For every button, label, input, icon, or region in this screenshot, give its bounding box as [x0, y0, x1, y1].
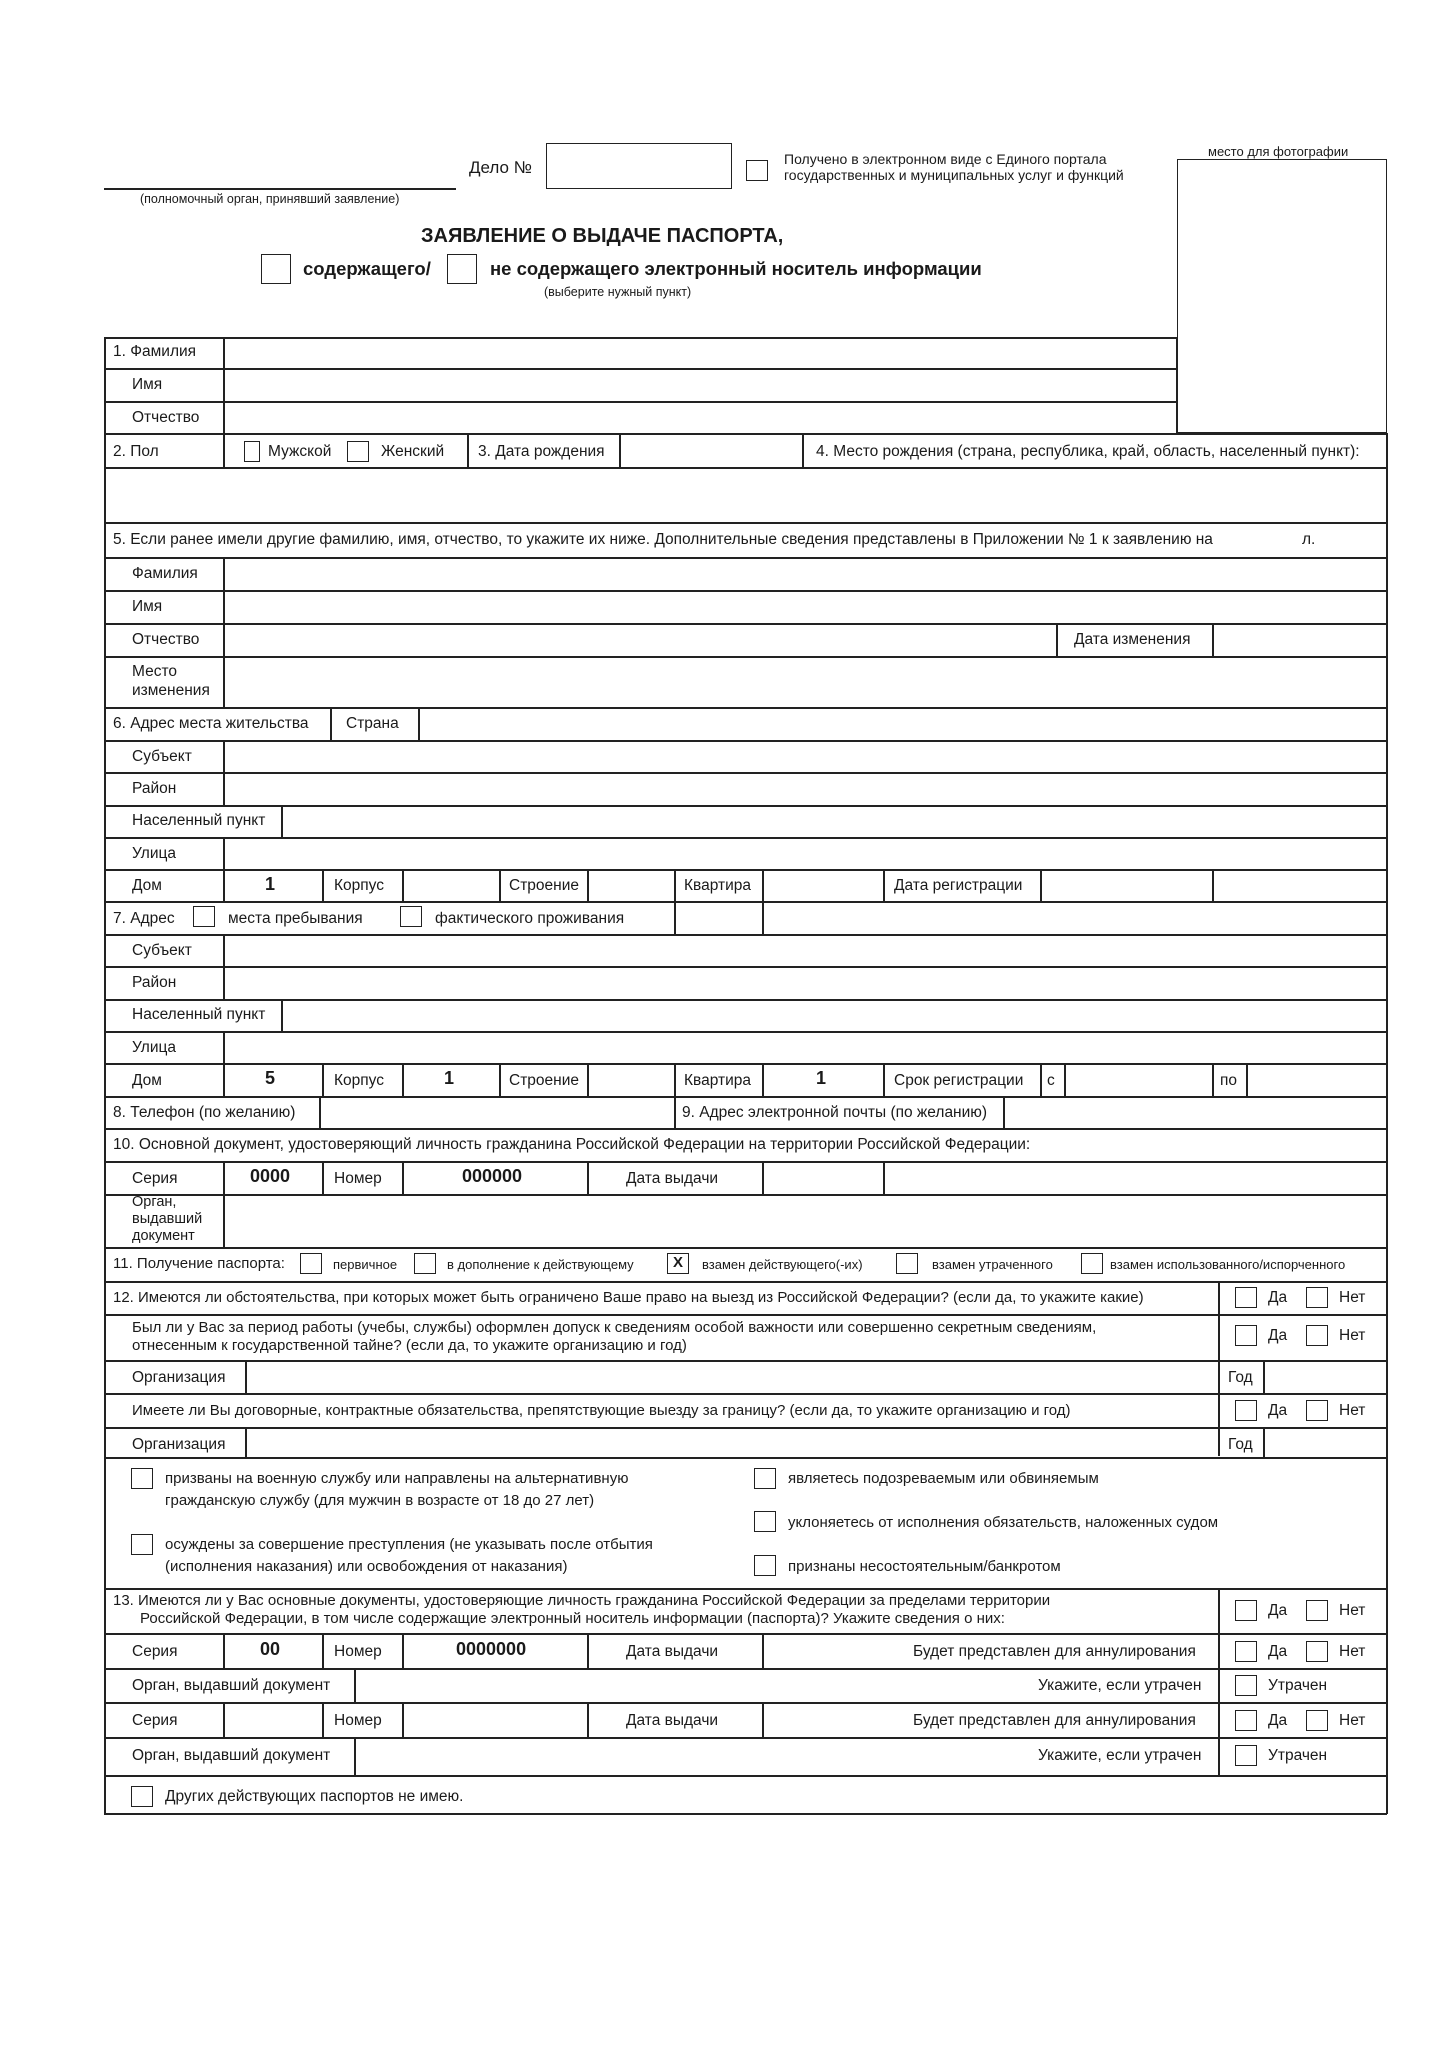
rule: [1056, 623, 1058, 657]
doc-issue-date-field[interactable]: [764, 1163, 882, 1192]
rule: [104, 1393, 1387, 1395]
fp1-issuer-field[interactable]: [356, 1670, 1016, 1700]
res-subject-field[interactable]: [225, 742, 1385, 772]
change-place-field[interactable]: [225, 658, 1385, 706]
stay-district-field[interactable]: [225, 968, 1385, 998]
fp2-annul-no-checkbox[interactable]: [1306, 1710, 1328, 1731]
frame-left: [104, 337, 106, 1814]
doc-series-value[interactable]: 0000: [250, 1166, 291, 1186]
stay-building-value[interactable]: 1: [444, 1068, 455, 1088]
rule: [1040, 1063, 1042, 1096]
res-street-field[interactable]: [225, 839, 1385, 867]
actual-residence-checkbox[interactable]: [400, 906, 422, 927]
portal-text-2: государственных и муниципальных услуг и функций: [784, 167, 1124, 183]
patronymic-field[interactable]: [225, 403, 1175, 432]
secret-question-2: отнесенным к государственной тайне? (если да, то укажите организацию и год): [132, 1337, 687, 1354]
res-structure-label: Строение: [509, 877, 579, 894]
pob-field[interactable]: [106, 469, 1385, 521]
contract-org-label: Организация: [132, 1436, 226, 1453]
res-street-label: Улица: [132, 845, 177, 862]
rule: [499, 869, 501, 901]
doc-issuer-label-2: выдавший: [132, 1211, 203, 1227]
stay-district-label: Район: [132, 974, 177, 991]
fp1-lost-checkbox[interactable]: [1235, 1675, 1257, 1696]
rule: [587, 1161, 589, 1194]
fp1-annul-no-checkbox[interactable]: [1306, 1641, 1328, 1662]
rule: [330, 707, 332, 741]
suspect-label: являетесь подозреваемым или обвиняемым: [788, 1470, 1099, 1487]
fp2-lost-checkbox[interactable]: [1235, 1745, 1257, 1766]
rule: [322, 1063, 324, 1096]
fp1-number-label: Номер: [334, 1643, 382, 1660]
court-evader-label: уклоняетесь от исполнения обязательств, наложенных судом: [788, 1514, 1219, 1531]
replace-used-checkbox[interactable]: [1081, 1253, 1103, 1274]
court-evader-checkbox[interactable]: [754, 1511, 776, 1532]
fp2-number-field[interactable]: [404, 1704, 586, 1735]
portal-checkbox[interactable]: [746, 160, 768, 181]
phone-label: 8. Телефон (по желанию): [113, 1104, 296, 1121]
photo-box: [1177, 159, 1387, 433]
with-chip-checkbox[interactable]: [261, 254, 291, 284]
secret-question-1: Был ли у Вас за период работы (учебы, службы) оформлен допуск к сведениям особой важности или совершенно секретным сведениям,: [132, 1319, 1097, 1336]
rule: [104, 1247, 1387, 1249]
suspect-checkbox[interactable]: [754, 1468, 776, 1489]
residence-address-label: 6. Адрес места жительства: [113, 715, 309, 732]
fp1-lost-label: Утрачен: [1268, 1677, 1328, 1694]
former-name-label: Имя: [132, 598, 163, 615]
secret-no-checkbox[interactable]: [1306, 1325, 1328, 1346]
frame-right: [1386, 433, 1388, 1814]
contract-year-field[interactable]: [1265, 1429, 1385, 1455]
former-surname-label: Фамилия: [132, 565, 198, 582]
doc-series-label: Серия: [132, 1170, 178, 1187]
dob-label: 3. Дата рождения: [478, 443, 605, 460]
convicted-checkbox[interactable]: [131, 1534, 153, 1555]
dob-field[interactable]: [621, 435, 801, 465]
choose-hint: (выберите нужный пункт): [544, 285, 692, 299]
male-checkbox[interactable]: [244, 441, 260, 462]
stay-locality-field[interactable]: [283, 1001, 1383, 1029]
rule: [223, 869, 225, 901]
rule: [104, 1633, 1387, 1635]
rule: [104, 1588, 1387, 1590]
fp2-annul-no-label: Нет: [1339, 1712, 1366, 1729]
country-label: Страна: [346, 715, 399, 732]
rule: [1212, 869, 1214, 901]
stay-street-label: Улица: [132, 1039, 177, 1056]
rule: [104, 522, 1387, 524]
secret-year-label: Год: [1228, 1369, 1253, 1386]
fp2-issue-date-field[interactable]: [764, 1704, 904, 1735]
rule: [322, 869, 324, 901]
res-locality-label: Населенный пункт: [132, 812, 266, 829]
reg-date-label: Дата регистрации: [894, 877, 1023, 894]
fp2-number-label: Номер: [334, 1712, 382, 1729]
fp2-issuer-field[interactable]: [356, 1739, 1016, 1773]
former-surname-field[interactable]: [225, 559, 1385, 589]
rule: [322, 1633, 324, 1668]
rule: [587, 1633, 589, 1668]
fp1-number-value[interactable]: 0000000: [456, 1639, 527, 1659]
fp2-annul-yes-checkbox[interactable]: [1235, 1710, 1257, 1731]
rule: [104, 1281, 1387, 1283]
country-field[interactable]: [420, 709, 1385, 739]
foreign-yes-label: Да: [1268, 1602, 1288, 1619]
foreign-no-checkbox[interactable]: [1306, 1600, 1328, 1621]
frame-bottom: [104, 1813, 1387, 1815]
sheets-label: л.: [1302, 531, 1316, 548]
contract-question: Имеете ли Вы договорные, контрактные обязательства, препятствующие выезду за границу? (если да, то укажите организацию и год): [132, 1402, 1071, 1419]
rule: [322, 1161, 324, 1194]
stay-street-field[interactable]: [225, 1033, 1385, 1061]
res-structure-field[interactable]: [589, 871, 673, 899]
foreign-docs-question-1: 13. Имеются ли у Вас основные документы, удостоверяющие личность гражданина Российской Федерации за пределами территории: [113, 1592, 1051, 1609]
rule: [674, 901, 676, 934]
rule: [402, 1633, 404, 1668]
fp1-annul-no-label: Нет: [1339, 1643, 1366, 1660]
stay-flat-label: Квартира: [684, 1072, 751, 1089]
contract-no-label: Нет: [1339, 1402, 1366, 1419]
restriction-question: 12. Имеются ли обстоятельства, при которых может быть ограничено Ваше право на выезд из Российской Федерации? (если да, то укажите какие): [113, 1289, 1144, 1306]
secret-year-field[interactable]: [1265, 1362, 1385, 1391]
convicted-label-2: (исполнения наказания) или освобождения от наказания): [165, 1558, 568, 1575]
former-patronymic-field[interactable]: [225, 625, 1055, 655]
reg-from-field[interactable]: [1066, 1065, 1211, 1094]
doc-issue-date-label: Дата выдачи: [626, 1170, 719, 1187]
fp2-lost-label: Утрачен: [1268, 1747, 1328, 1764]
rule: [104, 1314, 1387, 1316]
fp2-series-field[interactable]: [225, 1704, 321, 1735]
secret-yes-label: Да: [1268, 1327, 1288, 1344]
secret-no-label: Нет: [1339, 1327, 1366, 1344]
restriction-yes-checkbox[interactable]: [1235, 1287, 1257, 1308]
stay-structure-field[interactable]: [589, 1065, 673, 1094]
contract-year-label: Год: [1228, 1436, 1253, 1453]
additional-label: в дополнение к действующему: [447, 1257, 634, 1272]
rule: [1218, 1281, 1220, 1456]
name-field[interactable]: [225, 370, 1175, 400]
rule: [467, 433, 469, 467]
restriction-yes-label: Да: [1268, 1289, 1288, 1306]
change-place-label-2: изменения: [132, 682, 210, 699]
res-house-label: Дом: [132, 877, 162, 894]
rule: [762, 1063, 764, 1096]
fp2-issue-date-label: Дата выдачи: [626, 1712, 719, 1729]
res-district-label: Район: [132, 780, 177, 797]
fp1-issuer-label: Орган, выдавший документ: [132, 1677, 331, 1694]
restriction-no-checkbox[interactable]: [1306, 1287, 1328, 1308]
replace-lost-checkbox[interactable]: [896, 1253, 918, 1274]
stay-building-label: Корпус: [334, 1072, 384, 1089]
portal-text-1: Получено в электронном виде с Единого портала: [784, 151, 1107, 167]
res-building-label: Корпус: [334, 877, 384, 894]
photo-label: место для фотографии: [1208, 144, 1349, 159]
passport-reason-label: 11. Получение паспорта:: [113, 1255, 285, 1272]
rule: [104, 1457, 1387, 1459]
female-checkbox[interactable]: [347, 441, 369, 462]
stay-subject-field[interactable]: [225, 936, 1385, 966]
former-names-intro: 5. Если ранее имели другие фамилию, имя, отчество, то укажите их ниже. Дополнительные сведения представлены в Приложении № 1 к заявлению на: [113, 531, 1213, 548]
fp1-annul-yes-label: Да: [1268, 1643, 1288, 1660]
fp2-annul-yes-label: Да: [1268, 1712, 1288, 1729]
contract-org-field[interactable]: [247, 1429, 1217, 1455]
res-locality-field[interactable]: [283, 807, 1383, 835]
military-checkbox[interactable]: [131, 1468, 153, 1489]
res-district-field[interactable]: [225, 774, 1385, 804]
contract-no-checkbox[interactable]: [1306, 1400, 1328, 1421]
fp2-if-lost-label: Укажите, если утрачен: [1038, 1747, 1202, 1764]
case-label: Дело №: [469, 158, 532, 177]
rule: [674, 1096, 676, 1128]
reg-to-field[interactable]: [1248, 1065, 1384, 1094]
fp1-issue-date-field[interactable]: [764, 1635, 904, 1666]
female-label: Женский: [381, 443, 445, 460]
reg-from-label: с: [1047, 1072, 1055, 1089]
fp1-series-value[interactable]: 00: [260, 1639, 281, 1659]
military-label-1: призваны на военную службу или направлены на альтернативную: [165, 1470, 629, 1487]
former-patronymic-label: Отчество: [132, 631, 200, 648]
additional-checkbox[interactable]: [414, 1253, 436, 1274]
rule: [674, 869, 676, 901]
stay-subject-label: Субъект: [132, 942, 192, 959]
military-label-2: гражданскую службу (для мужчин в возрасте от 18 до 27 лет): [165, 1492, 595, 1509]
authority-line: [104, 188, 456, 190]
rule: [802, 433, 804, 467]
stay-checkbox[interactable]: [193, 906, 215, 927]
restriction-no-label: Нет: [1339, 1289, 1366, 1306]
res-flat-field[interactable]: [764, 871, 882, 899]
res-house-value[interactable]: 1: [265, 874, 276, 894]
reg-date-field[interactable]: [1042, 871, 1212, 899]
rule: [104, 1128, 1387, 1130]
stay-structure-label: Строение: [509, 1072, 579, 1089]
res-building-field[interactable]: [404, 871, 498, 899]
phone-field[interactable]: [321, 1098, 674, 1126]
name-label: Имя: [132, 376, 163, 393]
male-label: Мужской: [268, 443, 332, 460]
pob-label: 4. Место рождения (страна, республика, край, область, населенный пункт):: [816, 443, 1360, 460]
foreign-no-label: Нет: [1339, 1602, 1366, 1619]
former-name-field[interactable]: [225, 592, 1385, 622]
replace-used-label: взамен использованного/испорченного: [1110, 1257, 1346, 1272]
fp1-issue-date-label: Дата выдачи: [626, 1643, 719, 1660]
actual-residence-label: фактического проживания: [435, 910, 625, 927]
fp2-annul-label: Будет представлен для аннулирования: [913, 1712, 1196, 1729]
bankrupt-checkbox[interactable]: [754, 1555, 776, 1576]
rule: [104, 1775, 1387, 1777]
email-label: 9. Адрес электронной почты (по желанию): [682, 1104, 988, 1121]
stay-house-label: Дом: [132, 1072, 162, 1089]
change-date-label: Дата изменения: [1074, 631, 1191, 648]
secret-org-label: Организация: [132, 1369, 226, 1386]
rule: [223, 1063, 225, 1096]
res-flat-label: Квартира: [684, 877, 751, 894]
convicted-label-1: осуждены за совершение преступления (не указывать после отбытия: [165, 1536, 653, 1553]
rule: [322, 1702, 324, 1737]
reg-term-label: Срок регистрации: [894, 1072, 1024, 1089]
rule: [883, 1063, 885, 1096]
stay-house-value[interactable]: 5: [265, 1068, 276, 1088]
with-chip-label: содержащего/: [303, 258, 431, 279]
no-other-passports-label: Других действующих паспортов не имею.: [165, 1788, 464, 1805]
no-other-passports-checkbox[interactable]: [131, 1786, 153, 1807]
fp1-annul-label: Будет представлен для аннулирования: [913, 1643, 1196, 1660]
rule: [402, 1063, 404, 1096]
rule: [402, 1161, 404, 1194]
fp2-series-label: Серия: [132, 1712, 178, 1729]
doc-issuer-label-1: Орган,: [132, 1194, 177, 1210]
secret-yes-checkbox[interactable]: [1235, 1325, 1257, 1346]
stay-address-label: 7. Адрес: [113, 910, 175, 927]
reg-to-label: по: [1220, 1072, 1238, 1089]
form-title: ЗАЯВЛЕНИЕ О ВЫДАЧЕ ПАСПОРТА,: [421, 225, 784, 247]
fp1-annul-yes-checkbox[interactable]: [1235, 1641, 1257, 1662]
rule: [223, 433, 225, 467]
rule: [587, 1702, 589, 1737]
case-number-field[interactable]: [546, 143, 732, 189]
rule: [104, 901, 1387, 903]
rule: [883, 1161, 885, 1194]
sex-label: 2. Пол: [113, 443, 159, 460]
authority-caption: (полномочный орган, принявший заявление): [140, 192, 400, 206]
rule: [674, 1063, 676, 1096]
rule: [1218, 1588, 1220, 1775]
email-field[interactable]: [1005, 1098, 1385, 1126]
rule: [1212, 1063, 1214, 1096]
contract-yes-label: Да: [1268, 1402, 1288, 1419]
fp1-series-label: Серия: [132, 1643, 178, 1660]
primary-label: первичное: [333, 1257, 398, 1272]
surname-field[interactable]: [225, 339, 1175, 367]
replace-lost-label: взамен утраченного: [932, 1257, 1053, 1272]
stay-label: места пребывания: [228, 910, 363, 927]
bankrupt-label: признаны несостоятельным/банкротом: [788, 1558, 1061, 1575]
contract-yes-checkbox[interactable]: [1235, 1400, 1257, 1421]
stay-flat-value[interactable]: 1: [816, 1068, 827, 1088]
fp2-issuer-label: Орган, выдавший документ: [132, 1747, 331, 1764]
rule: [223, 1633, 225, 1668]
stay-locality-label: Населенный пункт: [132, 1006, 266, 1023]
doc-issuer-field[interactable]: [225, 1196, 1385, 1246]
appendix-sheets-field[interactable]: [1245, 528, 1295, 550]
rule: [104, 1161, 1387, 1163]
without-chip-label: не содержащего электронный носитель информации: [490, 258, 982, 279]
doc-number-label: Номер: [334, 1170, 382, 1187]
surname-label: 1. Фамилия: [113, 343, 197, 360]
foreign-yes-checkbox[interactable]: [1235, 1600, 1257, 1621]
foreign-docs-question-2: Российской Федерации, в том числе содержащие электронный носитель информации (паспорта)? Укажите сведения о них:: [140, 1610, 1005, 1627]
replace-valid-label: взамен действующего(-их): [702, 1257, 863, 1272]
doc-issuer-label-3: документ: [132, 1228, 195, 1244]
secret-org-field[interactable]: [247, 1362, 1217, 1391]
patronymic-label: Отчество: [132, 409, 200, 426]
doc-number-value[interactable]: 000000: [462, 1166, 523, 1186]
main-doc-title: 10. Основной документ, удостоверяющий личность гражданина Российской Федерации на территории Российской Федерации:: [113, 1136, 1031, 1153]
without-chip-checkbox[interactable]: [447, 254, 477, 284]
rule: [1176, 337, 1178, 433]
change-place-label-1: Место: [132, 663, 178, 680]
primary-checkbox[interactable]: [300, 1253, 322, 1274]
fp1-if-lost-label: Укажите, если утрачен: [1038, 1677, 1202, 1694]
rule: [883, 869, 885, 901]
change-date-field[interactable]: [1214, 625, 1384, 655]
replace-valid-checkbox[interactable]: X: [667, 1253, 689, 1274]
rule: [499, 1063, 501, 1096]
res-subject-label: Субъект: [132, 748, 192, 765]
